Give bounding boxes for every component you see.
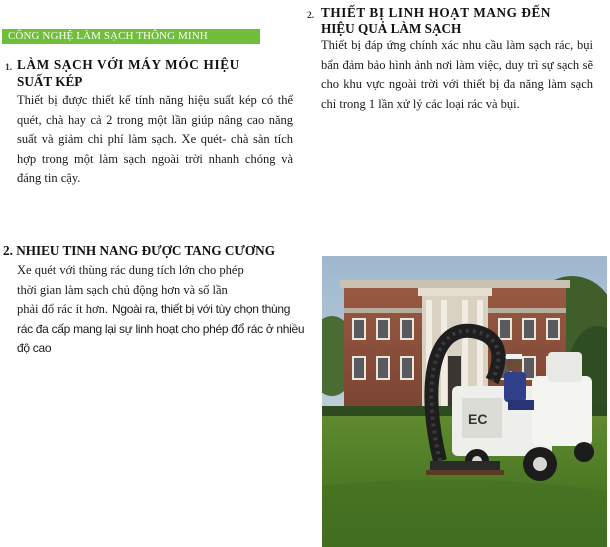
feature-enhanced-features [3,243,313,359]
feature-number: 1. [5,63,13,73]
feature-description-line: phải đổ rác ít hơn. [17,302,108,316]
feature-heading: LÀM SẠCH VỚI MÁY MÓC HIỆU [17,57,241,72]
feature-description-rest: Ngoài ra, thiết bị với tùy chọn thùng rác đa cấp mang lại sự linh hoạt cho phép đổ rác ở nhiều độ cao [17,302,305,355]
feature-dual-efficiency [5,57,292,189]
feature-description-line: Xe quét với thùng rác dung tích lớn cho phép [17,263,244,277]
feature-heading-cont: HIỆU QUẢ LÀM SẠCH [321,21,462,36]
section-banner: CÔNG NGHỆ LÀM SẠCH THÔNG MINH [2,29,260,44]
feature-description-line: thời gian làm sạch chủ động hơn và số lần [17,282,228,297]
feature-number: 2. [307,11,315,21]
feature-heading-cont: SUẤT KÉP [17,74,83,89]
feature-heading: NHIEU TINH NANG ĐƯỢC TANG CƯƠNG [16,243,275,258]
feature-heading: THIẾT BỊ LINH HOẠT MANG ĐẾN [321,5,552,20]
feature-flexible-device [307,5,593,114]
feature-number: 2. [3,243,13,258]
feature-description: Thiết bị đáp ứng chính xác nhu cầu làm sạch rác, bụi bẩn đảm bảo hình ảnh nơi làm việc, duy trì sự sạch sẽ cho khu vực ngoài trời với thiết bị đa năng làm sạch chỉ trong 1 lần xử lý các loại rác và bụi. [321,38,593,111]
feature-description: Thiết bị được thiết kế tính năng hiệu suất kép có thể quét, chà hay cả 2 trong một lần giúp nâng cao năng suất và giảm chi phí làm sạch. Xe quét- chà sàn tích hợp trong một làm sạch ngoài trời nhanh chóng và đáng tin cậy. [17,93,293,185]
sweeper-photo [322,256,607,547]
svg-text:EC: EC [468,411,488,427]
